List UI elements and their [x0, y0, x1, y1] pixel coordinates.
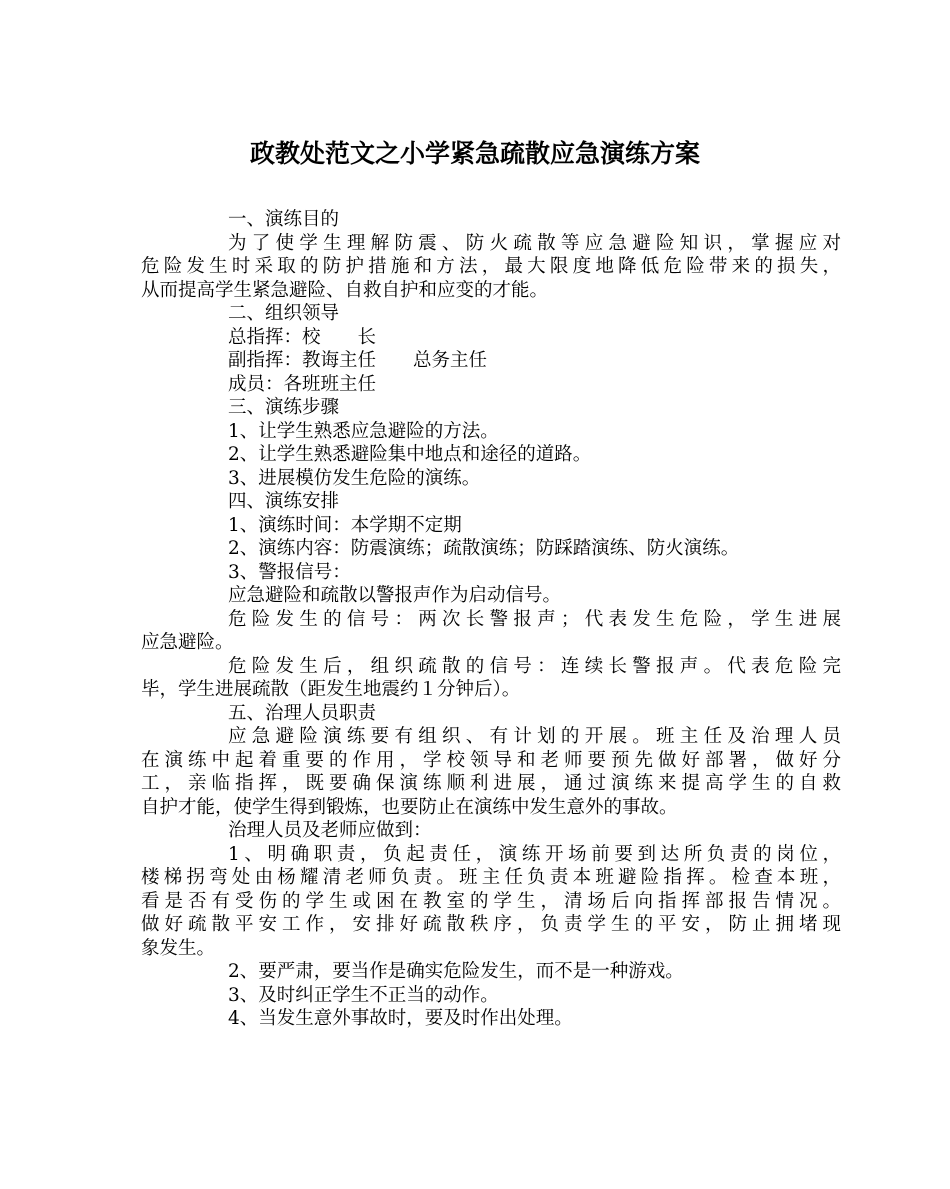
text-line: 1、让学生熟悉应急避险的方法。 — [228, 420, 499, 442]
text-line: 二、组织领导 — [228, 303, 340, 324]
text-line: 在演练中起着重要的作用，学校领导和老师要预先做好部署，做好分 — [141, 749, 841, 771]
text-line: 看是否有受伤的学生或困在教室的学生，清场后向指挥部报告情况。 — [141, 890, 841, 912]
text-line: 从而提高学生紧急避险、自救自护和应变的才能。 — [141, 279, 549, 301]
text-line: 毕，学生进展疏散（距发生地震约１分钟后）。 — [141, 679, 521, 700]
text-line: 4、当发生意外事故时，要及时作出处理。 — [228, 1008, 573, 1029]
text-line: 应急避险演练要有组织、有计划的开展。班主任及治理人员 — [228, 726, 841, 747]
text-line: 四、演练安排 — [228, 491, 340, 512]
text-line: 副指挥：教诲主任 总务主任 — [228, 350, 488, 371]
text-line: 2、要严肃，要当作是确实危险发生，而不是一种游戏。 — [228, 961, 684, 982]
text-line: 治理人员及老师应做到： — [228, 820, 432, 841]
text-line: 1、演练时间：本学期不定期 — [228, 514, 462, 536]
text-line: 工，亲临指挥，既要确保演练顺利进展，通过演练来提高学生的自救 — [141, 773, 841, 794]
text-line: 危险发生时采取的防护措施和方法，最大限度地降低危险带来的损失， — [141, 256, 841, 277]
text-line: 2、演练内容：防震演练；疏散演练；防踩踏演练、防火演练。 — [228, 538, 740, 559]
text-line: 总指挥：校 长 — [228, 326, 377, 348]
text-line: 楼梯拐弯处由杨耀清老师负责。班主任负责本班避险指挥。检查本班， — [141, 867, 841, 888]
text-line: 一、演练目的 — [228, 209, 340, 230]
text-line: 3、进展模仿发生危险的演练。 — [228, 467, 481, 489]
text-line: 1、明确职责，负起责任，演练开场前要到达所负责的岗位， — [228, 843, 841, 865]
text-line: 五、治理人员职责 — [228, 702, 377, 724]
text-line: 成员：各班班主任 — [228, 373, 377, 395]
text-line: 3、及时纠正学生不正当的动作。 — [228, 984, 499, 1006]
text-line: 危险发生的信号：两次长警报声；代表发生危险，学生进展 — [228, 608, 841, 630]
text-line: 自护才能，使学生得到锻炼，也要防止在演练中发生意外的事故。 — [141, 796, 678, 818]
text-line: 三、演练步骤 — [228, 397, 340, 418]
document-body — [141, 208, 841, 1031]
text-line: 做好疏散平安工作，安排好疏散秩序，负责学生的平安，防止拥堵现 — [141, 914, 841, 935]
text-line: 3、警报信号： — [228, 561, 351, 583]
text-line: 2、让学生熟悉避险集中地点和途径的道路。 — [228, 444, 592, 465]
document-title: 政教处范文之小学紧急疏散应急演练方案 — [249, 139, 700, 168]
text-line: 应急避险。 — [141, 632, 234, 653]
text-line: 应急避险和疏散以警报声作为启动信号。 — [228, 585, 562, 606]
text-line: 为了使学生理解防震、防火疏散等应急避险知识，掌握应对 — [228, 232, 841, 254]
text-line: 危险发生后，组织疏散的信号：连续长警报声。代表危险完 — [228, 655, 841, 677]
text-line: 象发生。 — [141, 937, 216, 959]
